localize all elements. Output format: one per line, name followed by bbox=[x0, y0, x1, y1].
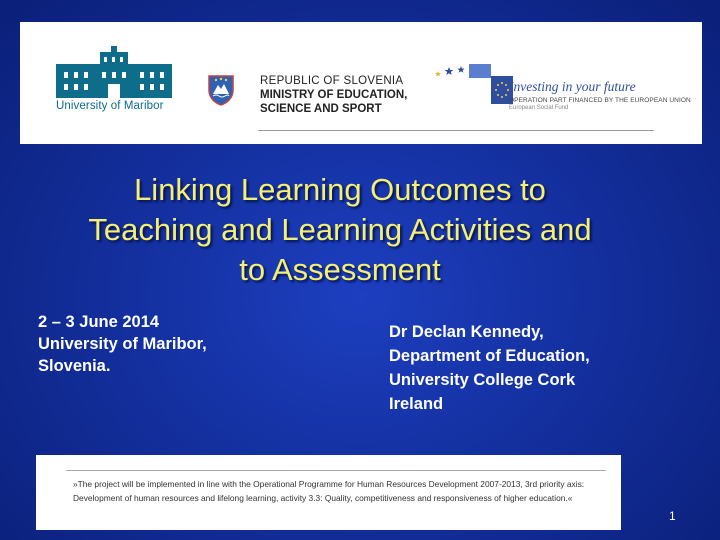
notice-divider bbox=[66, 470, 606, 471]
event-venue: University of Maribor, bbox=[38, 335, 207, 353]
ministry-line: MINISTRY OF EDUCATION, bbox=[260, 89, 408, 101]
speaker-department: Department of Education, bbox=[389, 347, 590, 365]
slovenia-coat-of-arms-icon bbox=[207, 74, 235, 106]
title-line: Teaching and Learning Activities and bbox=[88, 212, 592, 247]
university-of-maribor-logo bbox=[56, 46, 174, 112]
eu-tagline: Investing in your future bbox=[509, 79, 636, 94]
university-building-icon bbox=[56, 46, 172, 98]
speaker-name: Dr Declan Kennedy, bbox=[389, 323, 544, 341]
eu-funding-label bbox=[509, 79, 691, 111]
ministry-line: SCIENCE AND SPORT bbox=[260, 103, 382, 115]
event-date: 2 – 3 June 2014 bbox=[38, 313, 160, 331]
eu-fund-text: European Social Fund bbox=[509, 105, 569, 111]
funding-notice bbox=[36, 455, 621, 530]
logo-divider bbox=[258, 130, 654, 131]
slide-number: 1 bbox=[669, 509, 676, 523]
event-country: Slovenia. bbox=[38, 357, 111, 375]
event-details bbox=[38, 311, 207, 377]
eu-operation-text: OPERATION PART FINANCED BY THE EUROPEAN UNION bbox=[509, 97, 691, 104]
slide-title bbox=[30, 170, 650, 290]
title-line: Linking Learning Outcomes to bbox=[134, 172, 546, 207]
speaker-institution: University College Cork bbox=[389, 371, 576, 389]
notice-text: »The project will be implemented in line with the Operational Programme for Human Resources Development 2007-2013, 3rd priority axis: Development of human resources and lifelong learning, activity 3.3: Quality, competitiveness and responsiveness of higher education.« bbox=[73, 479, 585, 503]
university-name: University of Maribor bbox=[56, 100, 164, 112]
eu-flag-icon bbox=[435, 64, 513, 104]
ministry-name bbox=[260, 74, 407, 116]
speaker-details bbox=[389, 320, 590, 416]
speaker-country: Ireland bbox=[389, 395, 444, 413]
ministry-line: REPUBLIC OF SLOVENIA bbox=[260, 75, 404, 87]
logo-banner bbox=[20, 22, 702, 144]
title-line: to Assessment bbox=[239, 252, 441, 287]
